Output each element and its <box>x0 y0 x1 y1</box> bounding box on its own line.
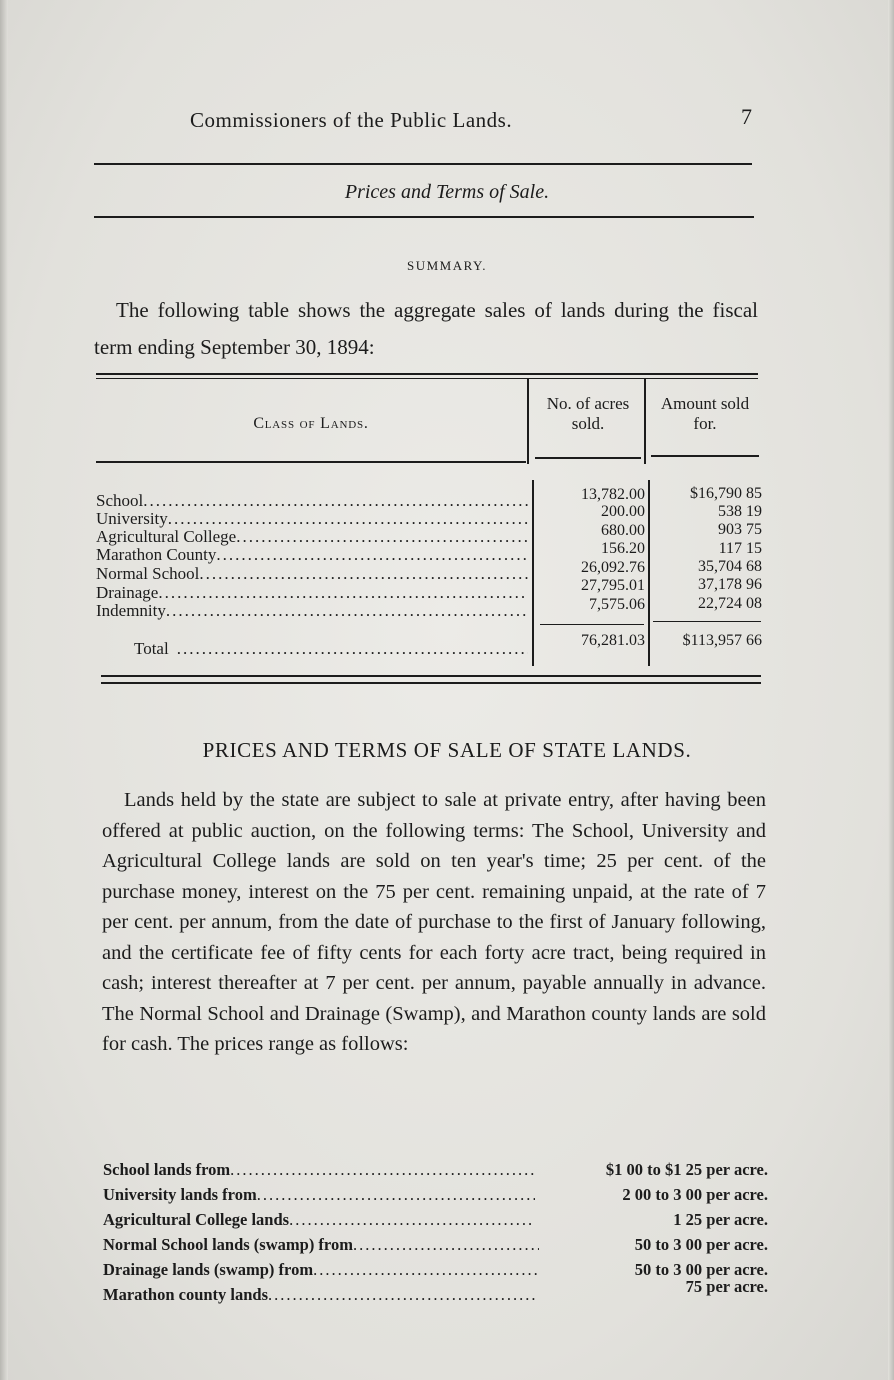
top-rule <box>94 163 752 165</box>
terms-paragraph <box>102 785 766 1060</box>
column-header-acres: No. of acres sold. <box>546 394 630 433</box>
amount-cell: 538 19 <box>718 503 762 520</box>
header-underline <box>96 461 526 463</box>
total-rule <box>653 621 761 622</box>
column-divider <box>644 378 646 464</box>
page-number: 7 <box>741 104 752 129</box>
price-row: School lands from ..... $1 00 to $1 25 per acre. <box>103 1159 768 1181</box>
acres-cell: 27,795.01 <box>581 577 645 594</box>
table-row-label: Agricultural College ..... <box>96 527 528 546</box>
subheading: PRICES AND TERMS OF SALE OF STATE LANDS. <box>202 738 692 762</box>
table-row-label: Indemnity ..... <box>96 601 528 620</box>
total-row-label: Total ..... <box>134 639 528 658</box>
acres-cell: 26,092.76 <box>581 559 645 576</box>
amount-cell: 117 15 <box>718 540 762 557</box>
table-row-label: Drainage ..... <box>96 583 528 602</box>
amount-cell: 903 75 <box>718 521 762 538</box>
amount-cell: $16,790 85 <box>690 485 762 502</box>
table-row-label: Marathon County ..... <box>96 545 528 564</box>
running-title: Commissioners of the Public Lands. <box>190 108 513 132</box>
table-bottom-rule <box>101 675 761 677</box>
summary-label: SUMMARY. <box>406 258 488 273</box>
column-header-amount: Amount sold for. <box>660 394 750 433</box>
acres-cell: 200.00 <box>601 503 645 520</box>
terms-text: Lands held by the state are subject to sale at private entry, after having been offered at public auction, on the following terms: The School, University and Agricultural College lands are sold on ten year's time; 25 per cent. of the purchase money, interest on the 75 per cent. remaining unpaid, at the rate of 7 per cent. per annum, from the date of purchase to the first of January following, and the certificate fee of fifty cents for each forty acre tract, being required in cash; interest thereafter at 7 per cent. per annum, payable annually in advance. The Normal School and Drainage (Swamp), and Marathon county lands are sold for cash. The prices range as follows: <box>102 789 766 1055</box>
acres-cell: 680.00 <box>601 522 645 539</box>
table-row-label: School ..... <box>96 491 528 510</box>
header-underline <box>651 455 759 457</box>
table-bottom-rule-2 <box>101 682 761 684</box>
price-row: Agricultural College lands ..... 1 25 per acre. <box>103 1209 768 1231</box>
amount-cell: 22,724 08 <box>698 595 762 612</box>
total-acres: 76,281.03 <box>581 632 645 649</box>
price-row: Normal School lands (swamp) from ..... 50 to 3 00 per acre. <box>103 1234 768 1256</box>
header-underline <box>535 457 641 459</box>
price-row: Drainage lands (swamp) from ..... 50 to 3 00 per acre. <box>103 1259 768 1281</box>
table-top-rule-thin <box>96 378 758 379</box>
acres-cell: 7,575.06 <box>589 596 645 613</box>
column-divider <box>527 378 529 464</box>
intro-paragraph <box>94 292 758 366</box>
total-rule <box>540 624 644 625</box>
total-amount: $113,957 66 <box>682 632 762 649</box>
section-rule <box>94 216 754 218</box>
price-row: University lands from ..... 2 00 to 3 00 per acre. <box>103 1184 768 1206</box>
table-row-label: University ..... <box>96 509 528 528</box>
table-row-label: Normal School ..... <box>96 564 528 583</box>
intro-text: The following table shows the aggregate sales of lands during the fiscal term ending September 30, 1894: <box>94 298 758 359</box>
column-header-class: Class of Lands. <box>253 415 369 432</box>
acres-cell: 156.20 <box>601 540 645 557</box>
amount-cell: 37,178 96 <box>698 576 762 593</box>
table-top-rule <box>96 373 758 375</box>
section-title: Prices and Terms of Sale. <box>344 181 550 203</box>
price-row: Marathon county lands ..... 75 per acre. <box>103 1284 768 1306</box>
amount-cell: 35,704 68 <box>698 558 762 575</box>
page-gutter-shadow <box>0 0 8 1380</box>
page-edge-shadow <box>888 0 894 1380</box>
acres-cell: 13,782.00 <box>581 486 645 503</box>
